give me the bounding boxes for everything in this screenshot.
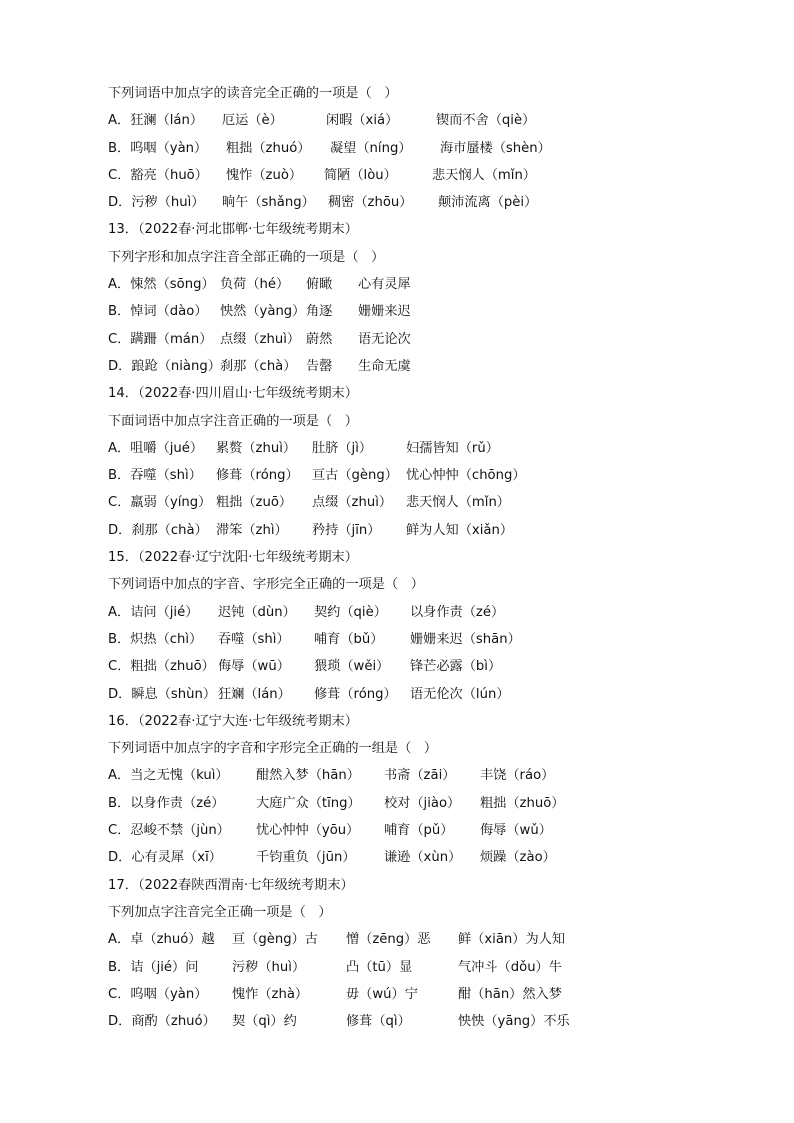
seg: 刹那（chà） [220, 358, 297, 374]
seg: 海市蜃楼（shèn） [440, 140, 551, 156]
option-row [108, 353, 768, 380]
question-header [108, 544, 768, 571]
option-row [108, 790, 768, 817]
seg: 点缀（zhuì） [312, 495, 393, 511]
seg: 污秽（huì） [232, 959, 306, 975]
seg: 愧怍（zuò） [226, 167, 303, 183]
seg: 气冲斗（dǒu）牛 [458, 959, 562, 975]
option-row [108, 517, 768, 544]
seg: 蔚然 [306, 331, 333, 347]
seg: D．刹那（chà） [108, 522, 208, 538]
seg: 怏怏（yāng）不乐 [458, 1014, 570, 1030]
seg: C．呜咽（yàn） [108, 986, 208, 1002]
seg: 妇孺皆知（rǔ） [406, 440, 499, 456]
seg: 粗拙（zhuō） [480, 795, 565, 811]
seg: 千钧重负（jūn） [256, 850, 356, 866]
seg: B．悼词（dào） [108, 304, 208, 320]
option-row [108, 626, 768, 653]
seg: A．卓（zhuó）越 [108, 932, 215, 948]
seg: C．蹒跚（mán） [108, 331, 213, 347]
option-row [108, 926, 768, 953]
seg: 下面词语中加点字注音正确的一项是（ ） [108, 413, 358, 429]
seg: 角逐 [306, 304, 333, 320]
seg: A．狂澜（lán） [108, 113, 204, 129]
seg: 校对（jiào） [384, 795, 461, 811]
seg: 生命无虞 [358, 358, 411, 374]
seg: D．踉跄（niàng） [108, 358, 221, 374]
question-stem [108, 899, 768, 926]
seg: 13．（2022春·河北邯郸·七年级统考期末） [108, 222, 358, 238]
question-document [108, 80, 768, 1035]
option-row [108, 489, 768, 516]
seg: 丰饶（ráo） [480, 768, 555, 784]
seg: 告罄 [306, 358, 333, 374]
option-row [108, 135, 768, 162]
seg: 大庭广众（tīng） [256, 795, 361, 811]
seg: 迟钝（dùn） [218, 604, 296, 620]
seg: 粗拙（zhuó） [226, 140, 311, 156]
option-row [108, 107, 768, 134]
option-row [108, 462, 768, 489]
seg: 怏然（yàng） [220, 304, 306, 320]
seg: 负荷（hé） [220, 277, 290, 293]
option-row [108, 981, 768, 1008]
seg: 酣然入梦（hān） [256, 768, 360, 784]
seg: A．悚然（sōng） [108, 277, 215, 293]
seg: 俯瞰 [306, 277, 333, 293]
question-header [108, 872, 768, 899]
seg: 吞噬（shì） [218, 631, 290, 647]
seg: D．心有灵犀（xī） [108, 850, 222, 866]
seg: 矜持（jīn） [312, 522, 381, 538]
option-row [108, 653, 768, 680]
option-row [108, 435, 768, 462]
option-row [108, 599, 768, 626]
question-stem [108, 735, 768, 762]
question-header [108, 708, 768, 735]
seg: A．当之无愧（kuì） [108, 768, 229, 784]
seg: 哺育（bǔ） [314, 631, 384, 647]
seg: 厄运（è） [222, 113, 283, 129]
option-row [108, 298, 768, 325]
option-row [108, 189, 768, 216]
seg: 侮辱（wū） [218, 659, 290, 675]
seg: 语无论次 [358, 331, 411, 347]
seg: 姗姗来迟 [358, 304, 411, 320]
seg: C．豁亮（huō） [108, 167, 208, 183]
option-row [108, 162, 768, 189]
seg: 14．（2022春·四川眉山·七年级统考期末） [108, 386, 358, 402]
seg: 亘（gèng）古 [232, 932, 318, 948]
seg: B．以身作责（zé） [108, 795, 225, 811]
seg: 锲而不舍（qiè） [436, 113, 536, 129]
question-stem [108, 571, 768, 598]
seg: 鲜（xiān）为人知 [458, 932, 566, 948]
seg: B．呜咽（yàn） [108, 140, 208, 156]
seg: A．诘问（jié） [108, 604, 199, 620]
seg: 累赘（zhuì） [216, 440, 297, 456]
question-header [108, 216, 768, 243]
seg: 毋（wú）宁 [346, 986, 418, 1002]
seg: 憎（zēng）恶 [346, 932, 431, 948]
seg: 17．（2022春陕西渭南·七年级统考期末） [108, 877, 354, 893]
seg: 酣（hān）然入梦 [458, 986, 562, 1002]
seg: 侮辱（wǔ） [480, 823, 552, 839]
seg: B．诘（jié）问 [108, 959, 199, 975]
seg: 凸（tū）显 [346, 959, 413, 975]
seg: 亘古（gèng） [312, 468, 398, 484]
seg: 下列词语中加点字的读音完全正确的一项是（ ） [108, 86, 398, 101]
seg: A．咀嚼（jué） [108, 440, 204, 456]
seg: 以身作责（zé） [410, 604, 505, 620]
question-stem [108, 244, 768, 271]
seg: 15．（2022春·辽宁沈阳·七年级统考期末） [108, 550, 358, 566]
seg: 契约（qiè） [314, 604, 387, 620]
seg: 肚脐（jì） [312, 440, 373, 456]
seg: 语无伦次（lún） [410, 686, 510, 702]
seg: 姗姗来迟（shān） [410, 631, 521, 647]
option-row [108, 1008, 768, 1035]
seg: 谦逊（xùn） [384, 850, 462, 866]
seg: 狂斓（lán） [218, 686, 291, 702]
question-stem [108, 408, 768, 435]
seg: D．瞬息（shùn） [108, 686, 217, 702]
seg: 烦躁（zào） [480, 850, 556, 866]
seg: C．忍峻不禁（jùn） [108, 823, 230, 839]
seg: 晌午（shǎng） [222, 195, 315, 211]
seg: 闲暇（xiá） [326, 113, 399, 129]
seg: 凝望（níng） [330, 140, 412, 156]
seg: 下列字形和加点字注音全部正确的一项是（ ） [108, 249, 385, 265]
option-row [108, 271, 768, 298]
seg: C．羸弱（yíng） [108, 495, 212, 511]
seg: 颠沛流离（pèi） [438, 195, 538, 211]
option-row [108, 817, 768, 844]
seg: 简陋（lòu） [324, 167, 397, 183]
seg: B．吞噬（shì） [108, 468, 202, 484]
seg: B．炽热（chì） [108, 631, 203, 647]
seg: 悲天悯人（mǐn） [432, 167, 536, 183]
seg: 粗拙（zuō） [216, 495, 293, 511]
seg: 点缀（zhuì） [220, 331, 301, 347]
seg: 下列加点字注音完全正确一项是（ ） [108, 904, 332, 920]
seg: 悲天悯人（mǐn） [406, 495, 510, 511]
seg: C．粗拙（zhuō） [108, 659, 215, 675]
seg: 鲜为人知（xiǎn） [406, 522, 514, 538]
seg: 修葺（qì） [346, 1014, 411, 1030]
seg: 猥琐（wěi） [314, 659, 390, 675]
seg: 心有灵犀 [358, 277, 411, 293]
seg: D．污秽（huì） [108, 195, 205, 211]
seg: 锋芒必露（bì） [410, 659, 502, 675]
seg: 滞笨（zhì） [216, 522, 288, 538]
seg: 修葺（róng） [314, 686, 397, 702]
seg: 书斋（zāi） [384, 768, 456, 784]
line-1 [108, 80, 768, 107]
seg: 下列词语中加点字的字音和字形完全正确的一组是（ ） [108, 741, 438, 757]
seg: 契（qì）约 [232, 1014, 297, 1030]
option-row [108, 681, 768, 708]
option-row [108, 326, 768, 353]
seg: 忧心忡忡（yōu） [256, 823, 360, 839]
seg: 愧怍（zhà） [232, 986, 309, 1002]
seg: 修葺（róng） [216, 468, 299, 484]
option-row [108, 954, 768, 981]
seg: 哺育（pǔ） [384, 823, 454, 839]
question-header [108, 380, 768, 407]
seg: 16．（2022春·辽宁大连·七年级统考期末） [108, 713, 358, 729]
option-row [108, 762, 768, 789]
seg: 稠密（zhōu） [328, 195, 413, 211]
seg: D．商酌（zhuó） [108, 1014, 216, 1030]
seg: 下列词语中加点的字音、字形完全正确的一项是（ ） [108, 577, 424, 593]
option-row [108, 844, 768, 871]
seg: 忧心忡忡（chōng） [406, 468, 526, 484]
